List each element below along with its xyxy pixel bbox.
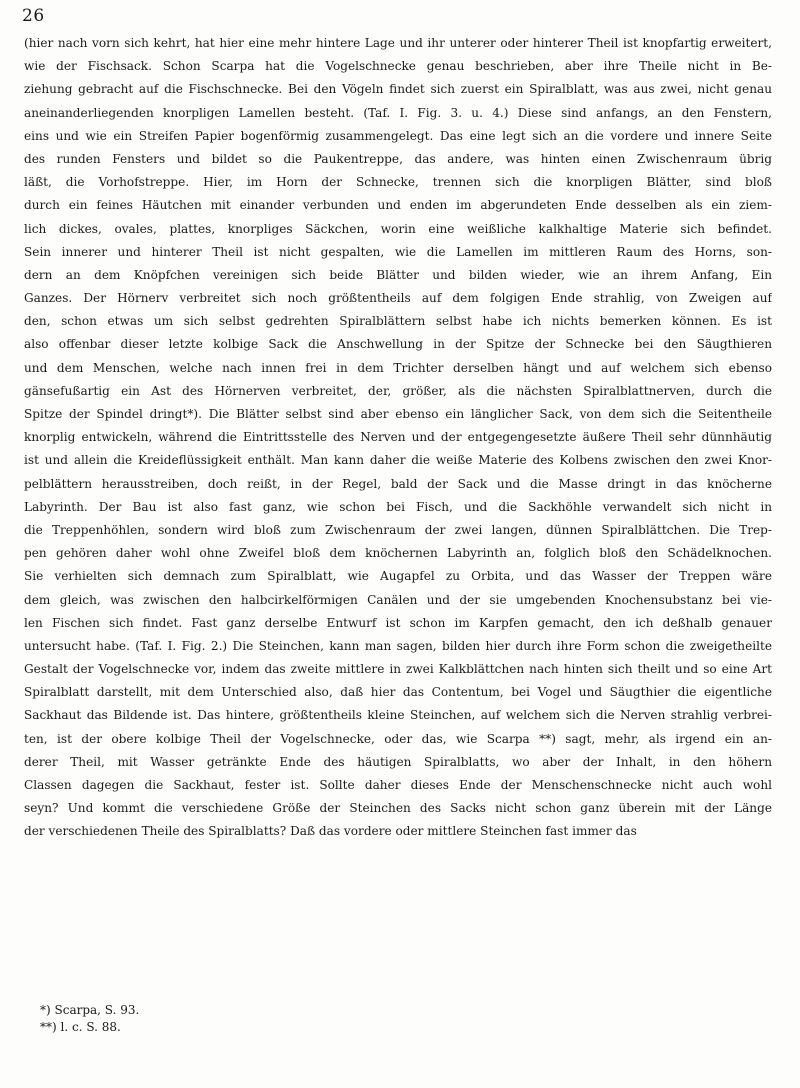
text-line: aneinanderliegenden knorpligen Lamellen besteht. (Taf. I. Fig. 3. u. 4.) Diese sind anfangs, an den Fenstern,: [24, 105, 772, 120]
text-line: Gestalt der Vogelschnecke vor, indem das zweite mittlere in zwei Kalkblättchen nach hinten sich theilt und so eine Art: [24, 662, 772, 677]
text-line: pelblättern herausstreiben, doch reißt, in der Regel, bald der Sack und die Masse dringt in das knöcherne: [24, 476, 772, 491]
text-line: pen gehören daher wohl ohne Zweifel bloß dem knöchernen Labyrinth an, folglich bloß den Schädelknochen.: [24, 546, 772, 561]
text-line: ziehung gebracht auf die Fischschnecke. Bei den Vögeln findet sich zuerst ein Spiralblatt, was aus zwei, nicht genau: [24, 82, 772, 97]
text-line: dern an dem Knöpfchen vereinigen sich beide Blätter und bilden wieder, wie an ihrem Anfang, Ein: [24, 267, 772, 282]
text-line: knorplig entwickeln, während die Eintrittsstelle des Nerven und der entgegengesetzte äußere Theil sehr dünnhäutig: [24, 430, 772, 445]
footnotes: [40, 1002, 440, 1036]
footnote: **) l. c. S. 88.: [40, 1020, 121, 1034]
text-line: durch ein feines Häutchen mit einander verbunden und enden im abgerundeten Ende desselben als ein ziem-: [24, 198, 772, 213]
text-line: Classen dagegen die Sackhaut, fester ist. Sollte daher dieses Ende der Menschenschnecke nicht auch wohl: [24, 778, 772, 792]
text-line: derer Theil, mit Wasser getränkte Ende des häutigen Spiralblatts, wo aber der Inhalt, in den höhern: [24, 754, 772, 769]
page-number: 26: [22, 6, 45, 26]
text-line: ist und allein die Kreideflüssigkeit enthält. Man kann daher die weiße Materie des Kolbens zwischen den zwei Knor-: [24, 453, 772, 468]
text-line: Labyrinth. Der Bau ist also fast ganz, wie schon bei Fisch, und die Sackhöhle verwandelt sich nicht in: [24, 499, 772, 514]
text-line: dem gleich, was zwischen den halbcirkelförmigen Canälen und der sie umgebenden Knochensubstanz bei vie-: [24, 592, 772, 607]
text-line: des runden Fensters und bildet so die Paukentreppe, das andere, was hinten einen Zwischenraum übrig: [24, 151, 772, 166]
text-line: ten, ist der obere kolbige Theil der Vogelschnecke, oder das, wie Scarpa **) sagt, mehr, als irgend ein an-: [24, 731, 772, 746]
text-line: Spiralblatt darstellt, mit dem Unterschied also, daß hier das Contentum, bei Vogel und Säugthier die eigentliche: [24, 685, 772, 700]
text-line: wie der Fischsack. Schon Scarpa hat die Vogelschnecke genau beschrieben, aber ihre Theile nicht in Be-: [24, 59, 772, 74]
text-line: lich dickes, ovales, plattes, knorpliges Säckchen, worin eine weißliche kalkhaltige Materie sich befindet.: [24, 221, 772, 236]
text-line: und dem Menschen, welche nach innen frei in dem Trichter derselben hängt und auf welchem sich ebenso: [24, 360, 772, 375]
text-line: Spitze der Spindel dringt*). Die Blätter selbst sind aber ebenso ein länglicher Sack, von dem sich die Seitentheile: [24, 407, 772, 421]
text-line: untersucht habe. (Taf. I. Fig. 2.) Die Steinchen, kann man sagen, bilden hier durch ihre Form schon die zweigetheilte: [24, 638, 772, 653]
text-line: eins und wie ein Streifen Papier bogenförmig zusammengelegt. Das eine legt sich an die vordere und innere Seite: [24, 128, 772, 143]
text-line: den, schon etwas um sich selbst gedrehten Spiralblättern selbst habe ich nichts bemerken können. Es ist: [24, 314, 772, 329]
text-line: läßt, die Vorhofstreppe. Hier, im Horn der Schnecke, trennen sich die knorpligen Blätter, sind bloß: [24, 175, 772, 190]
footnote: *) Scarpa, S. 93.: [40, 1003, 140, 1017]
text-line: gänsefußartig ein Ast des Hörnerven verbreitet, der, größer, als die nächsten Spiralblattnerven, durch die: [24, 383, 772, 398]
text-line: Sein innerer und hinterer Theil ist nicht gespalten, wie die Lamellen im mittleren Raum des Horns, son-: [24, 244, 772, 259]
text-line: Ganzes. Der Hörnerv verbreitet sich noch größtentheils auf dem folgigen Ende strahlig, von Zweigen auf: [24, 291, 772, 306]
text-line: Sie verhielten sich demnach zum Spiralblatt, wie Augapfel zu Orbita, und das Wasser der Treppen wäre: [24, 569, 772, 584]
text-line: (hier nach vorn sich kehrt, hat hier eine mehr hintere Lage und ihr unterer oder hinterer Theil ist knopfartig erweitert,: [24, 36, 772, 50]
text-line: also offenbar dieser letzte kolbige Sack die Anschwellung in der Spitze der Schnecke bei den Säugthieren: [24, 337, 772, 352]
body-text: [24, 32, 772, 844]
text-line: die Treppenhöhlen, sondern wird bloß zum Zwischenraum der zwei langen, dünnen Spiralblättchen. Die Trep-: [24, 522, 772, 537]
text-line: der verschiedenen Theile des Spiralblatts? Daß das vordere oder mittlere Steinchen fast immer das: [24, 824, 637, 839]
text-line: len Fischen sich findet. Fast ganz derselbe Entwurf ist schon im Karpfen gemacht, den ich deßhalb genauer: [24, 615, 772, 630]
text-line: seyn? Und kommt die verschiedene Größe der Steinchen des Sacks nicht schon ganz überein mit der Länge: [24, 801, 772, 816]
text-line: Sackhaut das Bildende ist. Das hintere, größtentheils kleine Steinchen, auf welchem sich die Nerven strahlig verbrei-: [24, 708, 772, 723]
